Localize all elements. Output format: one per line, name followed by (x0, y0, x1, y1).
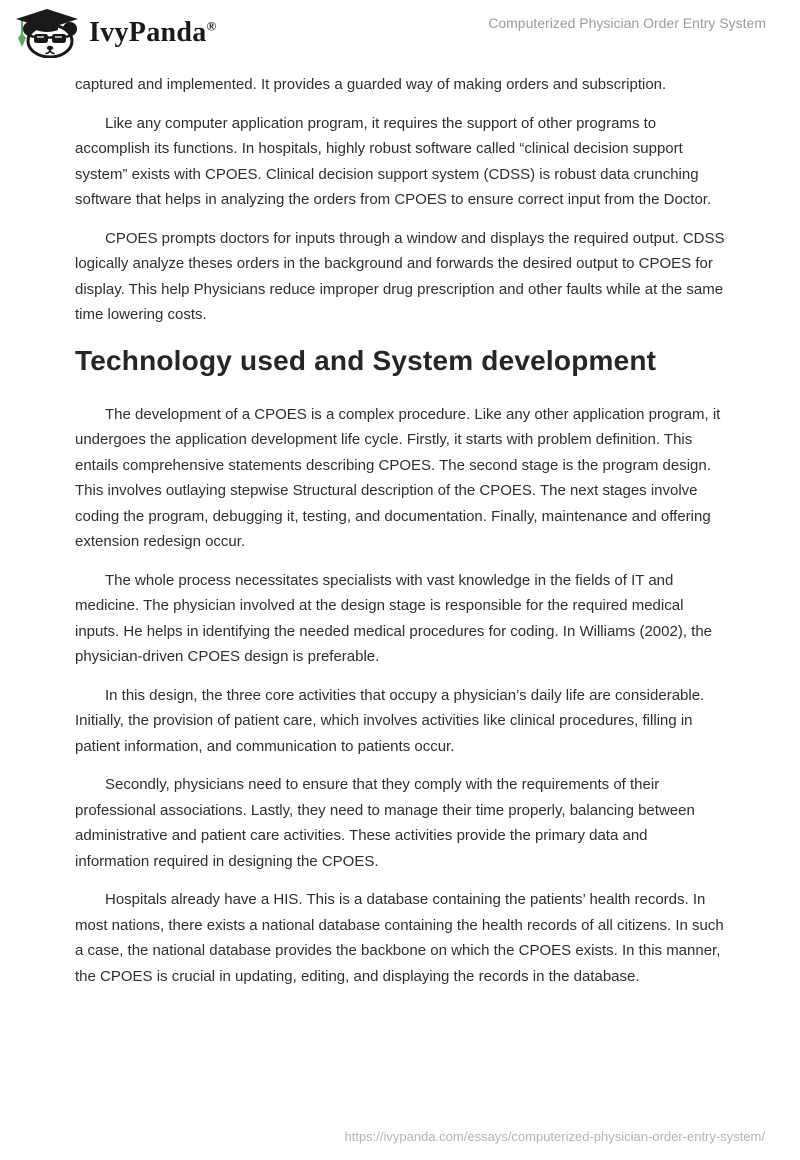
source-url-link[interactable]: https://ivypanda.com/essays/computerized-physician-order-entry-system/ (344, 1129, 765, 1144)
registered-trademark-symbol: ® (206, 18, 217, 34)
paragraph: Secondly, physicians need to ensure that they comply with the requirements of their professional associations. Lastly, they need to manage their time properly, balancing between administrative and patient care activities. These activities provide the primary data and information required in designing the CPOES. (75, 776, 695, 870)
paragraph: CPOES prompts doctors for inputs through a window and displays the required output. CDSS logically analyze theses orders in the background and forwards the desired output to CPOES for display. This help Physicians reduce improper drug prescription and other faults while at the same time lowering costs. (75, 229, 725, 323)
brand-name (89, 9, 217, 57)
panda-graduation-cap-icon (14, 8, 80, 58)
paragraph: Hospitals already have a HIS. This is a database containing the patients’ health records. In most nations, there exists a national database containing the health records of all citizens. In such a case, the national database provides the backbone on which the CPOES exists. In this manner, the CPOES is crucial in updating, editing, and displaying the records in the database. (75, 891, 724, 985)
paragraph: captured and implemented. It provides a guarded way of making orders and subscription. (75, 76, 667, 93)
brand-text: IvyPanda (89, 17, 207, 48)
paragraph: The development of a CPOES is a complex procedure. Like any other application program, it undergoes the application development life cycle. Firstly, it starts with problem definition. This entails comprehensive statements describing CPOES. The second stage is the program design. This involves outlaying stepwise Structural description of the CPOES. The next stages involve coding the program, debugging it, testing, and documentation. Finally, maintenance and offering extension redesign occur. (75, 405, 721, 550)
ivypanda-logo (14, 8, 217, 58)
paragraph: Like any computer application program, it requires the support of other programs to accomplish its functions. In hospitals, highly robust software called “clinical decision support system” exists with CPOES. Clinical decision support system (CDSS) is robust data crunching software that helps in analyzing the orders from CPOES to ensure correct input from the Doctor. (75, 114, 712, 208)
paragraph: The whole process necessitates specialists with vast knowledge in the fields of IT and medicine. The physician involved at the design stage is responsible for the required medical inputs. He helps in identifying the needed medical procedures for coding. In Williams (2002), the physician-driven CPOES design is preferable. (75, 571, 713, 665)
page-footer (345, 1129, 766, 1144)
essay-body (75, 72, 725, 989)
document-title: Computerized Physician Order Entry System (488, 15, 766, 31)
section-heading: Technology used and System development (75, 344, 657, 376)
paragraph: In this design, the three core activities that occupy a physician’s daily life are considerable. Initially, the provision of patient care, which involves activities like clinical procedures, filling in patient information, and communication to patients occur. (75, 686, 705, 755)
page-header (0, 0, 800, 58)
